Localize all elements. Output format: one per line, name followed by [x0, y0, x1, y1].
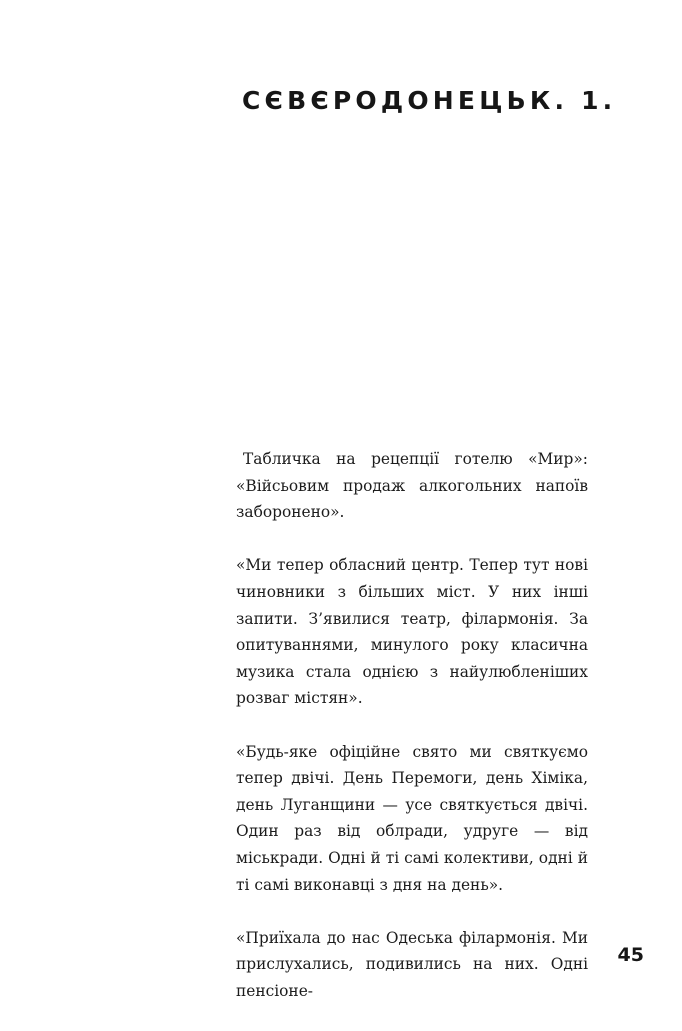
paragraph-2: «Ми тепер обласний центр. Тепер тут нові чиновники з більших міст. У них інші запити. З’явилися театр, філармонія. За опитуваннями, минулого року класична музика стала однією з найулюбленіших розваг містян».: [236, 556, 588, 708]
paragraph-4: «Приїхала до нас Одеська філармонія. Ми прислухались, подивились на них. Одні пенсіоне-: [236, 928, 588, 1000]
page-number: 45: [617, 944, 644, 966]
paragraph-1: Табличка на рецепції готелю «Мир»: «Війсьовим продаж алкогольних напоїв заборонено».: [236, 450, 588, 522]
paragraph-3: «Будь-яке офіційне свято ми святкуємо тепер двічі. День Перемоги, день Хіміка, день Луганщини — усе святкується двічі. Один раз від облради, удруге — від міськради. Одні й ті самі колективи, одні й ті самі виконавці з дня на день».: [236, 742, 588, 894]
body-text: [236, 446, 588, 1031]
chapter-title: СЄВЄРОДОНЕЦЬК. 1.: [242, 86, 617, 115]
